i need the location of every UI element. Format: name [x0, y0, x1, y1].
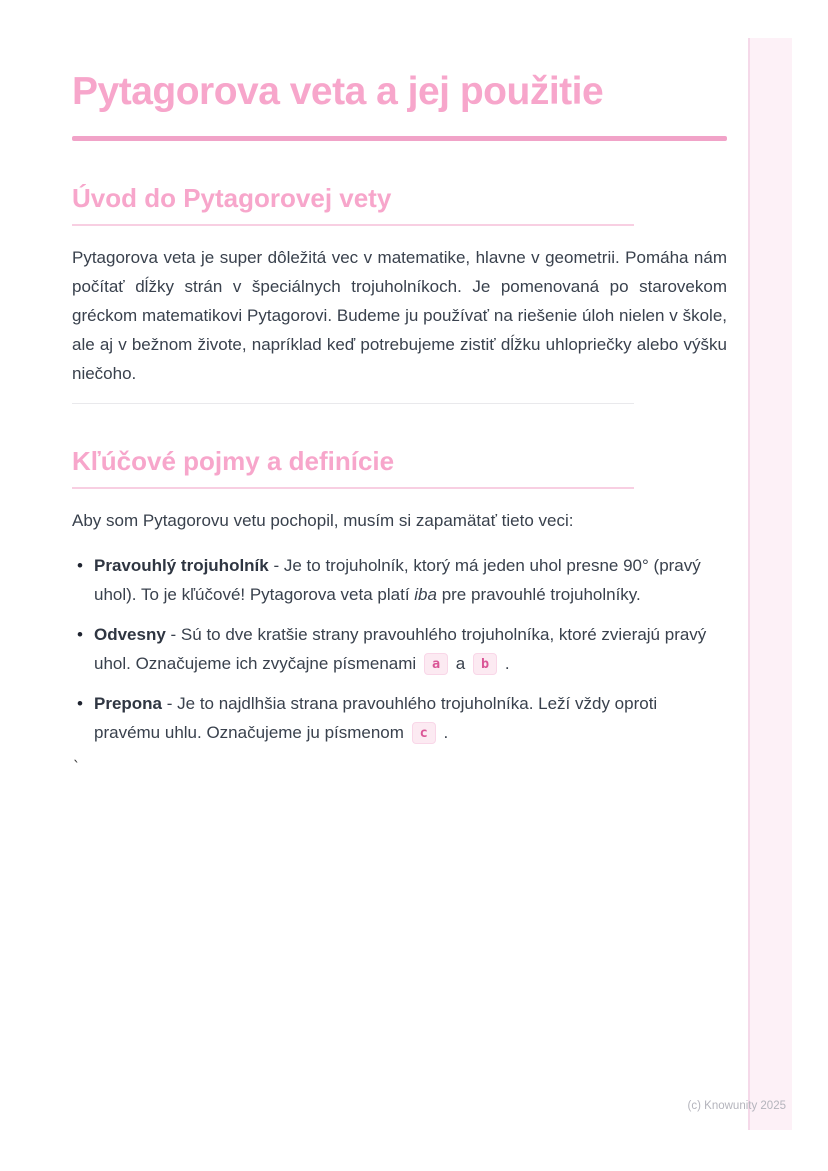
definition-text: .	[438, 723, 449, 742]
footer-credit: (c) Knowunity 2025	[687, 1100, 786, 1112]
term-label: Odvesny	[94, 625, 166, 644]
section-heading-intro: Úvod do Pytagorovej vety	[72, 183, 392, 213]
definition-text: .	[500, 654, 510, 673]
definition-text: Je to trojuholník, ktorý má jeden uhol presne 90° (pravý uhol). To je kľúčové! Pytagorova veta platí	[94, 556, 701, 604]
term-dash: -	[165, 625, 181, 644]
term-dash: -	[162, 694, 178, 713]
right-decoration-strip	[748, 38, 792, 1130]
document-content	[72, 70, 727, 776]
list-item-pravouhly-trojuholnik	[72, 551, 727, 609]
code-badge-a: a	[424, 653, 448, 675]
definition-text: pre pravouhlé trojuholníky.	[436, 585, 641, 604]
list-item-prepona	[72, 689, 727, 747]
bullet-icon: •	[77, 556, 83, 575]
definition-text: Je to najdlhšia strana pravouhlého trojuholníka. Leží vždy oproti pravému uhlu. Označujeme ju písmenom	[94, 694, 658, 742]
list-item-odvesny	[72, 620, 727, 678]
heading-underline	[72, 487, 634, 489]
bullet-icon: •	[77, 694, 83, 713]
intro-paragraph: Pytagorova veta je super dôležitá vec v matematike, hlavne v geometrii. Pomáha nám počítať dĺžky strán v špeciálnych trojuholníkoch. Je pomenovaná po starovekom gréckom matematikovi Pytagorovi. Budeme ju používať na riešenie úloh nielen v škole, ale aj v bežnom živote, napríklad keď potrebujeme zistiť dĺžku uhlopriečky alebo výšku niečoho.	[72, 248, 727, 383]
stray-backtick-character: `	[72, 758, 82, 776]
code-badge-b: b	[473, 653, 497, 675]
title-rule-divider	[72, 136, 727, 141]
term-dash: -	[268, 556, 284, 575]
section-divider	[72, 403, 634, 404]
concepts-intro-line: Aby som Pytagorovu vetu pochopil, musím si zapamätať tieto veci:	[72, 511, 574, 530]
term-label: Prepona	[94, 694, 163, 713]
code-badge-c: c	[412, 722, 436, 744]
page-title: Pytagorova veta a jej použitie	[72, 70, 604, 113]
key-concepts-list	[72, 551, 727, 747]
section-heading-concepts: Kľúčové pojmy a definície	[72, 446, 395, 476]
term-label: Pravouhlý trojuholník	[94, 556, 269, 575]
definition-text: Sú to dve kratšie strany pravouhlého trojuholníka, ktoré zvierajú pravý uhol. Označujeme ich zvyčajne písmenami	[94, 625, 707, 673]
definition-text: a	[451, 654, 470, 673]
bullet-icon: •	[77, 625, 83, 644]
heading-underline	[72, 224, 634, 226]
emphasized-word: iba	[414, 585, 437, 604]
